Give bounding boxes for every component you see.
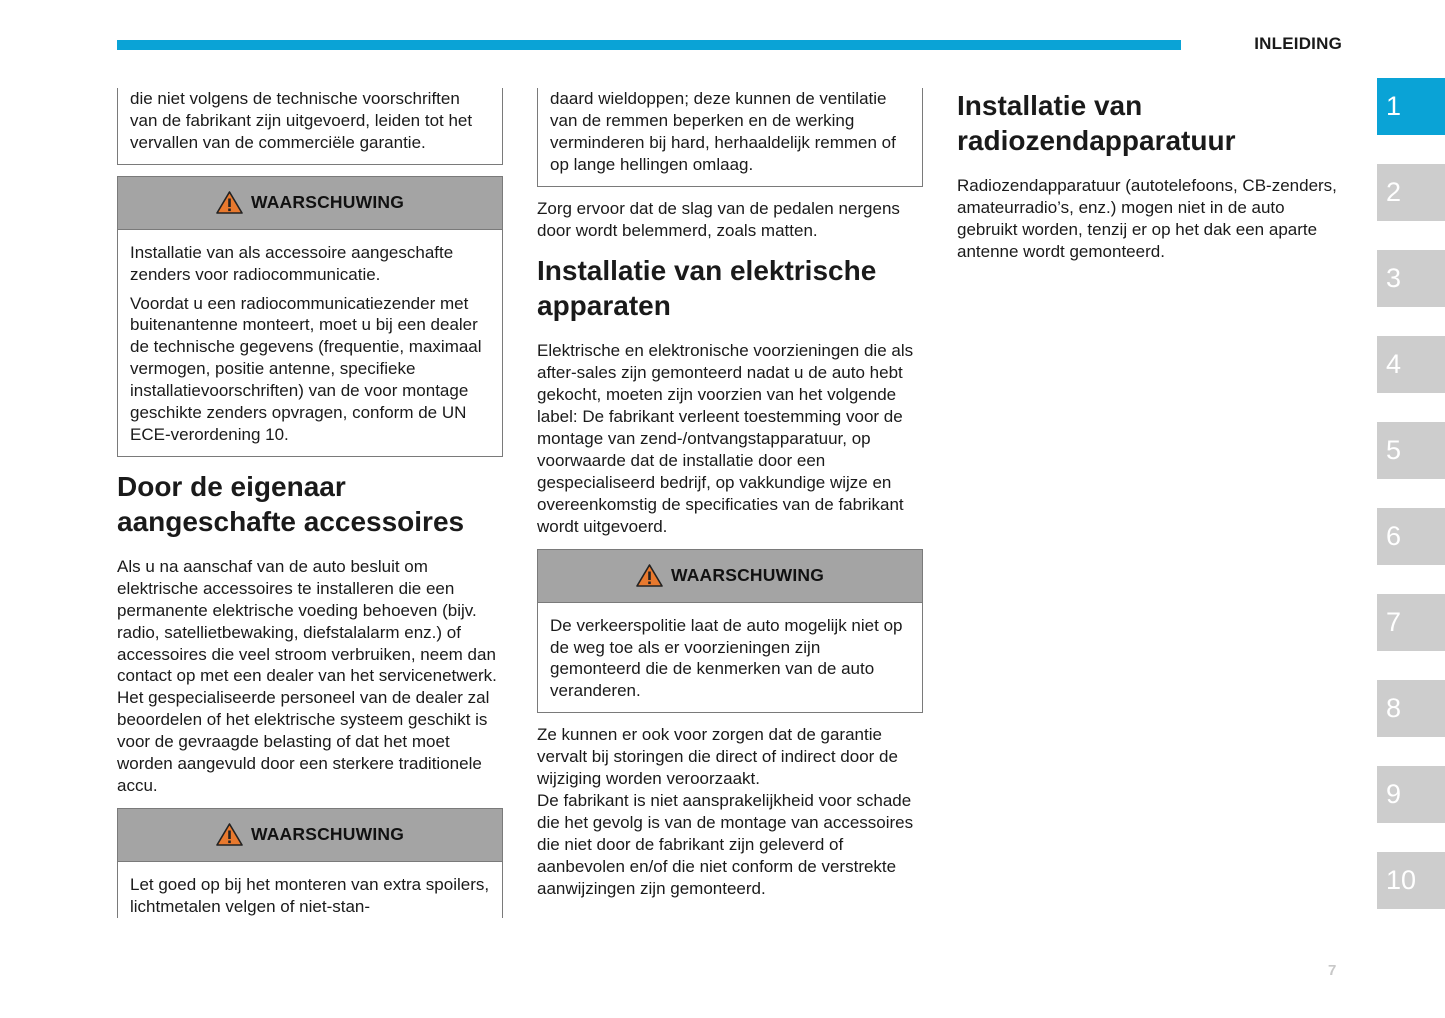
warning-triangle-icon [216,823,243,846]
continued-warning-box [117,88,503,165]
body-electrical-devices: Elektrische en elektronische voorzieningen die als after-sales zijn gemonteerd nadat u de auto hebt gekocht, moeten zijn voorzien van het volgende label: De fabrikant verleent toestemming voor de montage van zend-/ontvangstapparatuur, op voorwaarde dat de installatie door een gespecialiseerd bedrijf, op vakkundige wijze en overeenkomstig de specificaties van de fabrikant wordt uitgevoerd. [537,341,914,536]
heading-electrical-devices: Installatie van elektrische apparaten [537,255,877,322]
body-owner-accessories: Als u na aanschaf van de auto besluit om elektrische accessoires te installeren die een permanente elektrische voeding behoeven (bijv. radio, satellietbewaking, diefstalalarm enz.) of accessoires die veel stroom verbruiken, neem dan contact op met een dealer van het servicenetwerk. Het gespecialiseerde personeel van de dealer zal beoordelen of het elektrische systeem geschikt is voor de gevraagde belasting of dat het moet worden aangevuld door een sterkere traditionele accu. [117,556,497,795]
pedals-paragraph: Zorg ervoor dat de slag van de pedalen nergens door wordt belemmerd, zoals matten. [537,198,900,240]
page-number: 7 [1328,962,1337,979]
warning-paragraph: Installatie van als accessoire aangeschafte zenders voor radiocommunicatie. [130,242,454,284]
chapter-tab-8[interactable]: 8 [1377,680,1445,737]
warning-title: WAARSCHUWING [670,564,825,585]
warning-title: WAARSCHUWING [250,191,405,212]
chapter-tab-6[interactable]: 6 [1377,508,1445,565]
warning-paragraph: Let goed op bij het monteren van extra spoilers, lichtmetalen velgen of niet-stan- [130,874,490,916]
header-accent-bar [117,40,1181,50]
heading-radio-equipment: Installatie van radiozendapparatuur [957,90,1236,156]
column-3 [957,88,1347,263]
warranty-paragraph: Ze kunnen er ook voor zorgen dat de garantie vervalt bij storingen die direct of indirect door de wijziging worden veroorzaakt. [537,725,898,789]
warning-header [118,177,502,230]
chapter-tab-2[interactable]: 2 [1377,164,1445,221]
warning-box-spoilers [117,808,503,918]
warning-paragraph: De verkeerspolitie laat de auto mogelijk niet op de weg toe als er voorzieningen zijn gemonteerd die de kenmerken van de auto veranderen. [550,615,903,701]
chapter-tab-9[interactable]: 9 [1377,766,1445,823]
column-1 [117,88,503,918]
warning-header [538,550,922,603]
liability-paragraph: De fabrikant is niet aansprakelijkheid voor schade die het gevolg is van de montage van accessoires die niet door de fabrikant zijn geleverd of aanbevolen en/of die niet conform de verstrekte aanwijzingen zijn gemonteerd. [537,790,914,898]
continued-warning-text: daard wieldoppen; deze kunnen de ventilatie van de remmen beperken en de werking verminderen bij hard, herhaaldelijk remmen of op lange hellingen omlaag. [550,89,896,174]
warning-title: WAARSCHUWING [250,823,405,844]
continued-warning-box [537,88,923,187]
warning-box-transmitters [117,176,503,457]
warning-triangle-icon [216,191,243,214]
warning-box-traffic-police [537,549,923,714]
warning-triangle-icon [636,564,663,587]
chapter-tab-4[interactable]: 4 [1377,336,1445,393]
chapter-tab-10[interactable]: 10 [1377,852,1445,909]
chapter-tab-5[interactable]: 5 [1377,422,1445,479]
chapter-tab-1[interactable]: 1 [1377,78,1445,135]
warning-paragraph: Voordat u een radiocommunicatiezender met buitenantenne monteert, moet u bij een dealer de technische gegevens (frequentie, maximaal vermogen, positie antenne, specifieke installatievoorschriften) van de voor montage geschikte zenders opvragen, conform de UN ECE-verordening 10. [130,293,482,444]
chapter-tab-3[interactable]: 3 [1377,250,1445,307]
chapter-tab-7[interactable]: 7 [1377,594,1445,651]
heading-owner-accessories: Door de eigenaar aangeschafte accessoires [117,470,465,537]
continued-warning-text: die niet volgens de technische voorschriften van de fabrikant zijn uitgevoerd, leiden tot het vervallen van de commerciële garantie. [130,89,473,152]
body-radio-equipment: Radiozendapparatuur (autotelefoons, CB-zenders, amateurradio’s, enz.) mogen niet in de auto gebruikt worden, tenzij er op het dak een aparte antenne wordt gemonteerd. [957,176,1337,261]
column-2 [537,88,923,899]
warning-header [118,809,502,862]
section-title: INLEIDING [1254,34,1342,53]
